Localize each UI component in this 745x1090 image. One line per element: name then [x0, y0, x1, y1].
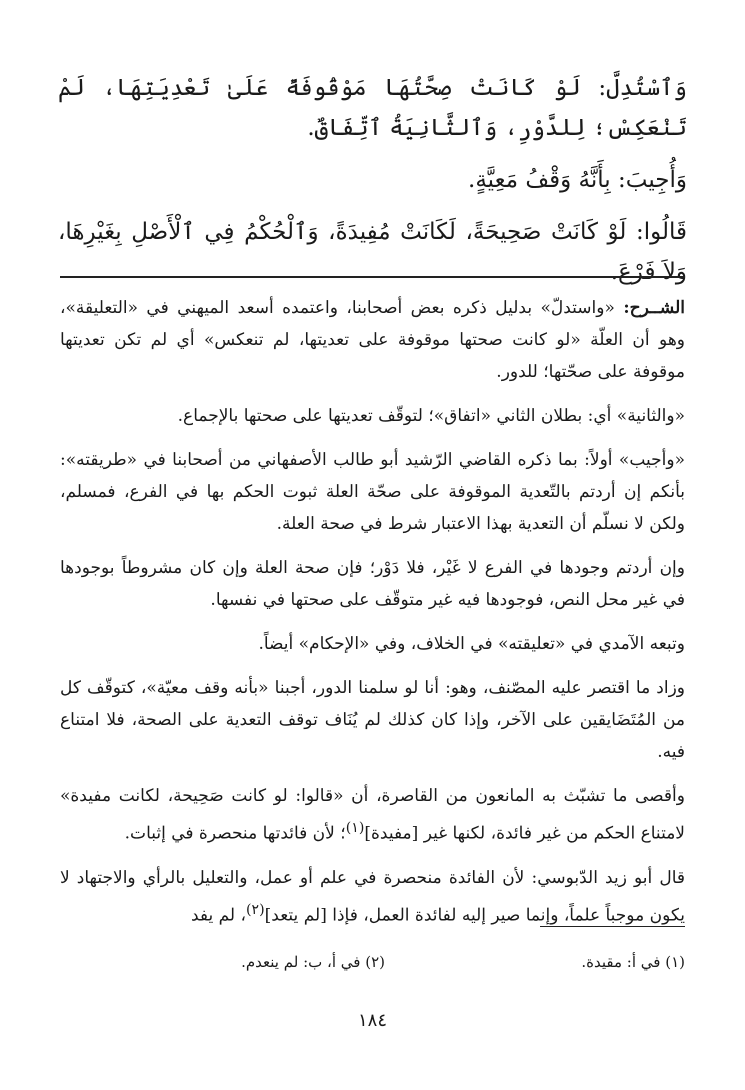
separator-rule — [60, 276, 685, 278]
footnote-rule — [540, 926, 685, 927]
sharh-paragraph — [60, 292, 685, 388]
sharh-paragraph: «والثانية» أي: بطلان الثاني «اتفاق»؛ لتوقّف تعديتها على صحتها بالإجماع. — [177, 406, 685, 426]
sharh-paragraph: وتبعه الآمدي في «تعليقته» في الخلاف، وفي «الإحكام» أيضاً. — [258, 634, 685, 654]
matn-paragraph: وَٱسْتُدِلَّ: لَوْ كَانَتْ صِحَّتُهَا مَوْقُوفَةً عَلَىٰ تَعْدِيَتِهَا، لَمْ تَنْعَكِسْ؛ لِلدَّوْرِ، وَٱلثَّانِيَةُ ٱتِّفَاقٌ. — [58, 75, 687, 141]
sharh-paragraph — [60, 862, 685, 932]
footnote-ref: (٢) — [246, 901, 265, 918]
sharh-paragraph: وزاد ما اقتصر عليه المصّنف، وهو: أنا لو سلمنا الدور، أجبنا «بأنه وقف معيّة»، كتوقّف كل من المُتَضَايقين على الآخر، وإذا كان كذلك لم يُنَاف توقف التعدية على الصحة، فلا امتناع فيه. — [60, 678, 685, 762]
matn-paragraph: وَأُجِيبَ: بِأَنَّهُ وَقْفُ مَعِيَّةٍ. — [468, 167, 687, 193]
sharh-paragraph: وإن أردتم وجودها في الفرع لا غَيْر، فلا دَوْر؛ فإن صحة العلة وإن كان مشروطاً بوجودها في غير محل النص، فوجودها فيه غير متوقّف على صحتها في نفسها. — [60, 558, 685, 610]
footnote-2: (٢) في أ، ب: لم ينعدم. — [241, 953, 385, 971]
matn-paragraph: قَالُوا: لَوْ كَانَتْ صَحِيحَةً، لَكَانَتْ مُفِيدَةً، وَٱلْحُكْمُ فِي ٱلْأَصْلِ بِغَيْرِهَا، وَلاَ فَرْعَ. — [58, 219, 687, 285]
footnote-ref: (١) — [345, 820, 365, 836]
sharh-text: ؛ لأن فائدتها منحصرة في إثبات. — [124, 823, 346, 844]
sharh-paragraph: «وأجيب» أولاً: بما ذكره القاضي الرّشيد أبو طالب الأصفهاني من أصحابنا في «طريقته»: بأنكم إن أردتم بالتّعدية الموقوفة على صحّة العلة ثبوت الحكم بها في الفرع، فمسلم، ولكن لا نسلّم أن التعدية بهذا الاعتبار شرط في صحة العلة. — [60, 450, 685, 534]
sharh-commentary — [60, 292, 685, 943]
sharh-heading: الشــرح: — [623, 298, 685, 318]
sharh-text: ، لم يفد — [190, 905, 246, 926]
page-number: ١٨٤ — [357, 1010, 387, 1031]
sharh-text: وأقصى ما تشبّث به المانعون من القاصرة، أن «قالوا: لو كانت صَحِيحة، لكانت مفيدة» لامتناع الحكم من غير فائدة، لكنها غير [مفيدة] — [60, 786, 685, 844]
sharh-text: «واستدلّ» بدليل ذكره بعض أصحابنا، واعتمده أسعد الميهني في «التعليقة»، وهو أن العلّة «لو كانت صحتها موقوفة على تعديتها، لم تنعكس» أي لم تكن تعديتها موقوفة على صحّتها؛ للدور. — [60, 298, 685, 382]
matn-text — [58, 68, 687, 304]
sharh-paragraph — [60, 780, 685, 850]
sharh-text: قال أبو زيد الدّبوسي: لأن الفائدة منحصرة في علم أو عمل، والتعليل بالرأي والاجتهاد لا يكون موجباً علماً، وإنما صير إليه لفائدة العمل، فإذا [لم يتعد] — [60, 867, 685, 926]
footnote-1: (١) في أ: مقيدة. — [581, 953, 685, 971]
